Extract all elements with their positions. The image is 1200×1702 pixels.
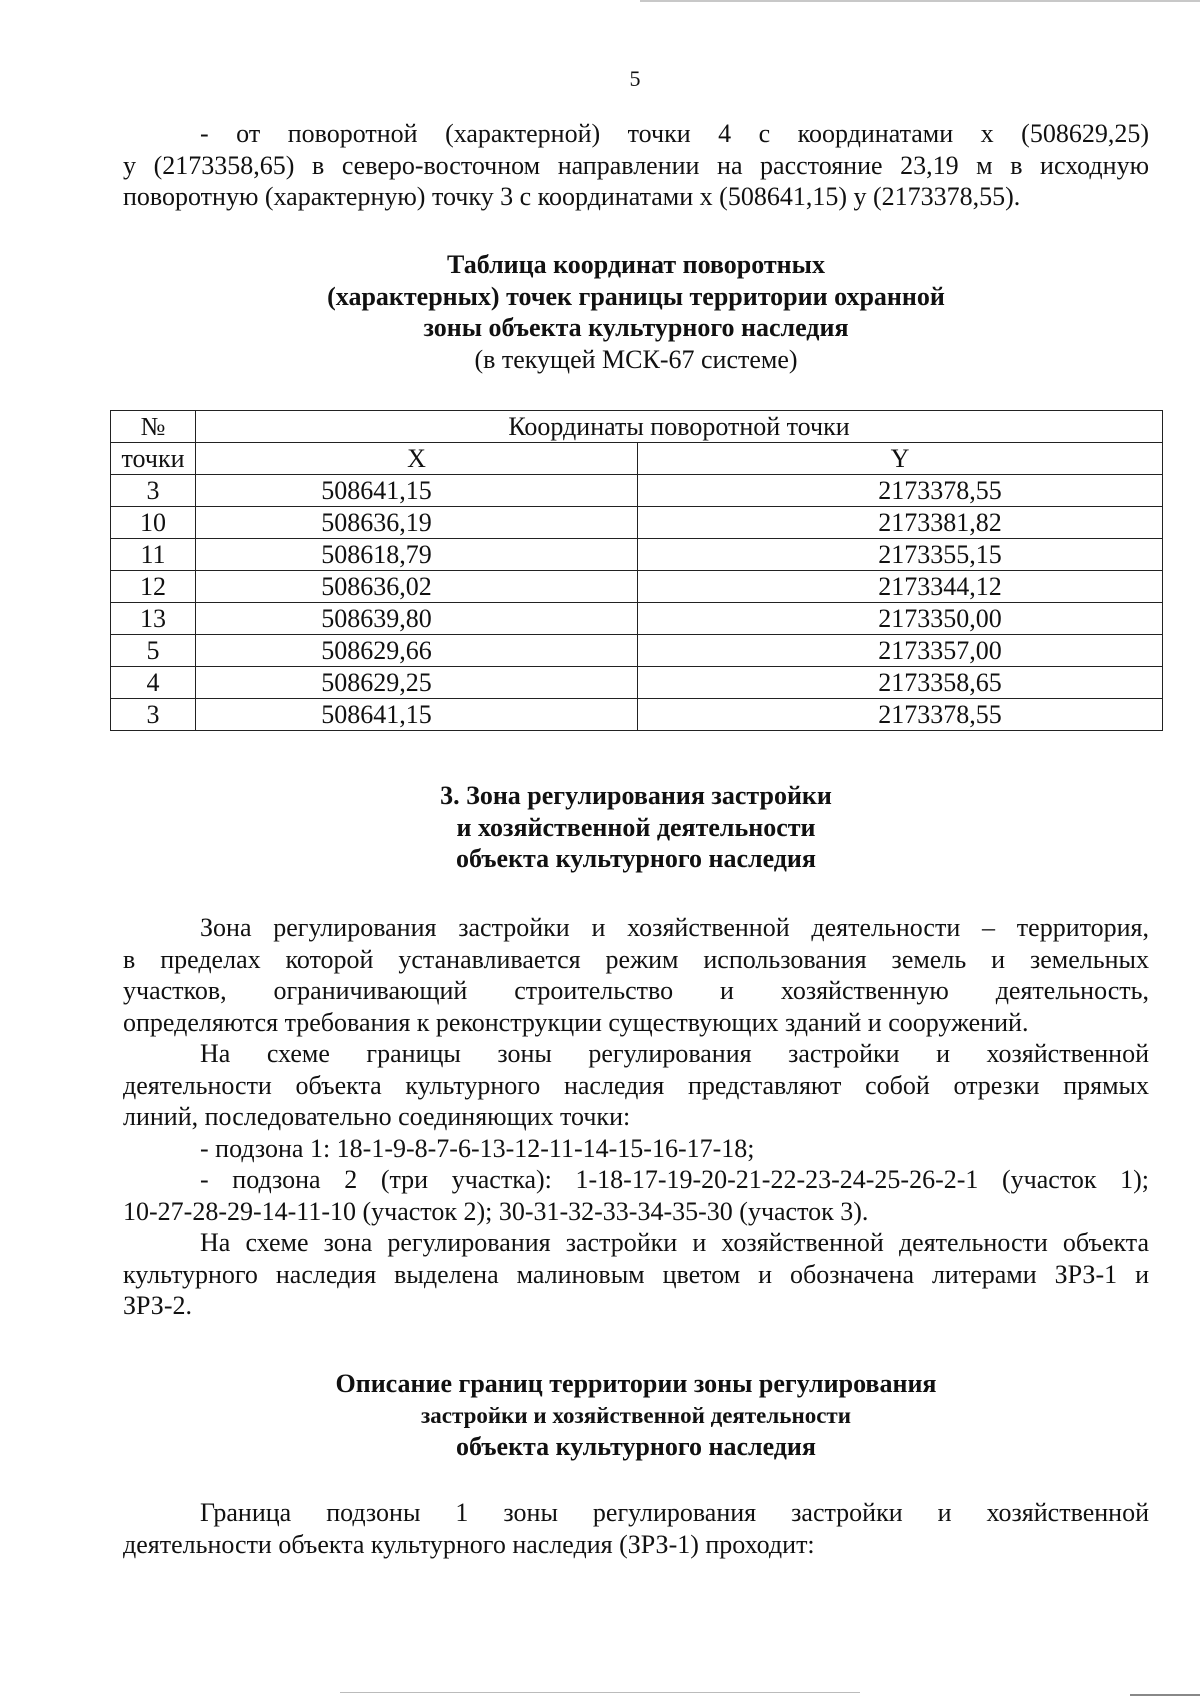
header-x: X [196,443,638,475]
s3-p1-line-4: определяются требования к реконструкции существующих зданий и сооружений. [123,1007,1029,1037]
s3-p4-line-1: - подзона 2 (три участка): 1-18-17-19-20-21-22-23-24-25-26-2-1 (участок 1); [200,1165,1149,1194]
s3-p5-line-3: ЗРЗ-2. [123,1291,192,1320]
intro-paragraph [123,118,1149,213]
cell-y: 2173344,12 [638,571,1163,603]
s3-p5-line-1: На схеме зона регулирования застройки и хозяйственной деятельности объекта [200,1228,1149,1257]
description-title-line-2: застройки и хозяйственной деятельности [421,1402,851,1428]
description-title [123,1368,1149,1463]
header-point-no: № [111,411,196,443]
s3-p1-line-2: в пределах которой устанавливается режим использования земель и земельных [123,944,1149,974]
table-row [111,507,1163,539]
s3-p2-line-2: деятельности объекта культурного наследия представляют собой отрезки прямых [123,1070,1149,1100]
cell-y: 2173357,00 [638,635,1163,667]
table-subheader-row [111,443,1163,475]
header-coords: Координаты поворотной точки [196,411,1163,443]
s3-p1-line-1: Зона регулирования застройки и хозяйственной деятельности – территория, [200,913,1149,942]
table-row [111,635,1163,667]
cell-y: 2173378,55 [638,699,1163,731]
desc-line-2: деятельности объекта культурного наследия (ЗРЗ-1) проходит: [123,1529,815,1559]
table-row [111,539,1163,571]
table-title-line-1: Таблица координат поворотных [447,250,825,279]
table-header-row [111,411,1163,443]
s3-p5-line-2: культурного наследия выделена малиновым цветом и обозначена литерами ЗРЗ-1 и [123,1259,1149,1289]
cell-point: 4 [111,667,196,699]
table-row [111,475,1163,507]
cell-point: 13 [111,603,196,635]
description-title-line-1: Описание границ территории зоны регулирования [335,1369,937,1398]
s3-p1-line-3: участков, ограничивающий строительство и хозяйственную деятельность, [123,976,1149,1005]
cell-y: 2173355,15 [638,539,1163,571]
table-title-line-3: зоны объекта культурного наследия [423,313,849,342]
table-title [123,249,1149,375]
s3-p2-line-3: линий, последовательно соединяющих точки: [123,1102,631,1131]
section3-body [123,912,1149,1322]
description-title-line-3: объекта культурного наследия [456,1432,816,1461]
cell-x: 508641,15 [196,699,638,731]
top-scan-rule [640,0,1200,2]
coordinates-table [110,410,1163,731]
page-number: 5 [629,66,641,91]
cell-x: 508618,79 [196,539,638,571]
bottom-scan-mark [1130,1694,1200,1696]
table-row [111,699,1163,731]
table-row [111,603,1163,635]
cell-x: 508629,66 [196,635,638,667]
cell-point: 12 [111,571,196,603]
cell-x: 508641,15 [196,475,638,507]
cell-x: 508636,19 [196,507,638,539]
description-body [123,1497,1149,1560]
cell-y: 2173378,55 [638,475,1163,507]
table-title-line-4: (в текущей МСК-67 системе) [474,344,798,374]
table-row [111,571,1163,603]
intro-line-2: у (2173358,65) в северо-восточном направлении на расстояние 23,19 м в исходную [123,150,1149,180]
cell-y: 2173381,82 [638,507,1163,539]
cell-point: 3 [111,699,196,731]
cell-y: 2173350,00 [638,603,1163,635]
section3-title-line-3: объекта культурного наследия [456,844,816,873]
cell-point: 11 [111,539,196,571]
header-y: Y [638,443,1163,475]
desc-line-1: Граница подзоны 1 зоны регулирования застройки и хозяйственной [200,1498,1149,1527]
cell-x: 508629,25 [196,667,638,699]
header-point-label: точки [111,443,196,475]
cell-point: 10 [111,507,196,539]
bottom-scan-rule [340,1692,860,1693]
cell-y: 2173358,65 [638,667,1163,699]
s3-p2-line-1: На схеме границы зоны регулирования застройки и хозяйственной [200,1039,1149,1068]
section3-title-line-2: и хозяйственной деятельности [456,812,816,842]
table-row [111,667,1163,699]
section3-title-line-1: 3. Зона регулирования застройки [440,781,832,810]
s3-p3: - подзона 1: 18-1-9-8-7-6-13-12-11-14-15-16-17-18; [200,1133,755,1163]
table-title-line-2: (характерных) точек границы территории охранной [327,281,945,311]
cell-x: 508639,80 [196,603,638,635]
cell-x: 508636,02 [196,571,638,603]
intro-line-3: поворотную (характерную) точку 3 с координатами х (508641,15) у (2173378,55). [123,182,1021,211]
cell-point: 5 [111,635,196,667]
intro-line-1: - от поворотной (характерной) точки 4 с координатами х (508629,25) [200,119,1149,148]
section3-title [123,780,1149,875]
cell-point: 3 [111,475,196,507]
s3-p4-line-2: 10-27-28-29-14-11-10 (участок 2); 30-31-32-33-34-35-30 (участок 3). [123,1196,869,1226]
